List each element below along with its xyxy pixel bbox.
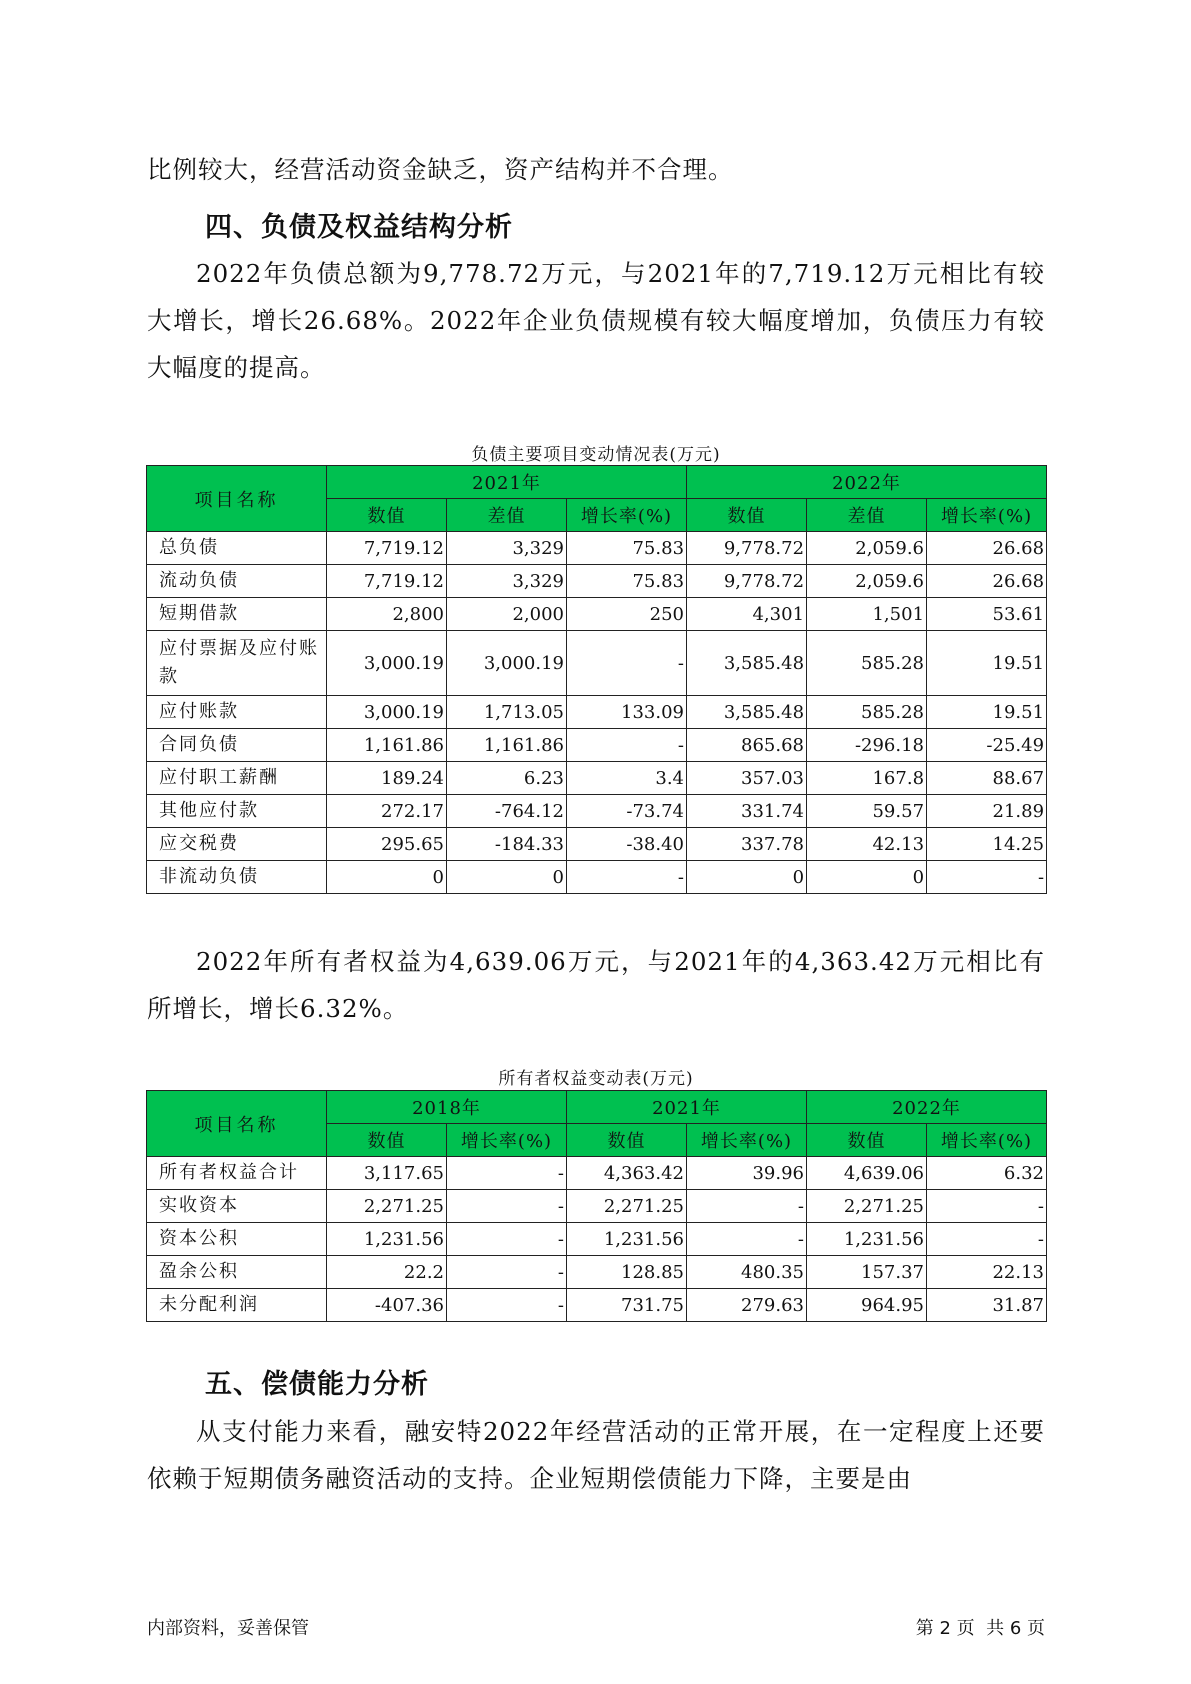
table-cell: 865.68 [687, 729, 807, 762]
table-cell: 1,161.86 [327, 729, 447, 762]
table-cell: 167.8 [807, 762, 927, 795]
table-cell: -25.49 [927, 729, 1047, 762]
table-cell: -73.74 [567, 795, 687, 828]
row-label: 应付票据及应付账款 [147, 631, 327, 696]
table-cell: 26.68 [927, 565, 1047, 598]
table-cell: 42.13 [807, 828, 927, 861]
row-label: 所有者权益合计 [147, 1157, 327, 1190]
table-cell: 6.23 [447, 762, 567, 795]
equity-table [146, 1090, 1047, 1322]
table-cell: 1,231.56 [567, 1223, 687, 1256]
table-row [147, 861, 1047, 894]
table-cell: 3,329 [447, 565, 567, 598]
table-cell: 19.51 [927, 631, 1047, 696]
value-header: 数值 [807, 1124, 927, 1157]
table-cell: 480.35 [687, 1256, 807, 1289]
table-cell: 0 [807, 861, 927, 894]
table-row [147, 1157, 1047, 1190]
table-cell: 1,231.56 [807, 1223, 927, 1256]
table-cell: 731.75 [567, 1289, 687, 1322]
table-cell: - [567, 631, 687, 696]
table-row [147, 1256, 1047, 1289]
table-cell: 357.03 [687, 762, 807, 795]
table-cell: 128.85 [567, 1256, 687, 1289]
table-cell: 22.2 [327, 1256, 447, 1289]
year-header: 2022年 [687, 466, 1047, 499]
table-row [147, 795, 1047, 828]
growth-header: 增长率(%) [447, 1124, 567, 1157]
table-cell: 1,231.56 [327, 1223, 447, 1256]
name-header: 项目名称 [147, 1091, 327, 1157]
table-cell: 4,639.06 [807, 1157, 927, 1190]
table-row [147, 565, 1047, 598]
table-cell: 157.37 [807, 1256, 927, 1289]
name-header: 项目名称 [147, 466, 327, 532]
table-cell: 3,585.48 [687, 696, 807, 729]
table-row [147, 696, 1047, 729]
table-cell: 3,000.19 [327, 696, 447, 729]
table-cell: -407.36 [327, 1289, 447, 1322]
table1-caption: 负债主要项目变动情况表(万元) [471, 445, 721, 465]
table-cell: 1,161.86 [447, 729, 567, 762]
table-cell: 1,501 [807, 598, 927, 631]
table-cell: -296.18 [807, 729, 927, 762]
table-row [147, 762, 1047, 795]
table-cell: 585.28 [807, 696, 927, 729]
section5-heading: 五、偿债能力分析 [205, 1369, 429, 1400]
table-cell: 2,059.6 [807, 532, 927, 565]
table-cell: 295.65 [327, 828, 447, 861]
table-cell: 22.13 [927, 1256, 1047, 1289]
table-cell: 4,363.42 [567, 1157, 687, 1190]
table-cell: 2,059.6 [807, 565, 927, 598]
table-cell: 0 [447, 861, 567, 894]
row-label: 非流动负债 [147, 861, 327, 894]
table-cell: 21.89 [927, 795, 1047, 828]
table-cell: 88.67 [927, 762, 1047, 795]
row-label: 未分配利润 [147, 1289, 327, 1322]
value-header: 数值 [687, 499, 807, 532]
intro-paragraph: 比例较大，经营活动资金缺乏，资产结构并不合理。 [147, 155, 734, 184]
table-row [147, 598, 1047, 631]
growth-header: 增长率(%) [567, 499, 687, 532]
row-label: 资本公积 [147, 1223, 327, 1256]
table-cell: 7,719.12 [327, 532, 447, 565]
table-cell: - [447, 1289, 567, 1322]
row-label: 应交税费 [147, 828, 327, 861]
table-cell: -184.33 [447, 828, 567, 861]
table-cell: - [447, 1256, 567, 1289]
growth-header: 增长率(%) [927, 499, 1047, 532]
table-cell: - [927, 1223, 1047, 1256]
equity-paragraph: 2022年所有者权益为4,639.06万元，与2021年的4,363.42万元相比有所增长，增长6.32%。 [147, 947, 1045, 1023]
value-header: 数值 [567, 1124, 687, 1157]
table-cell: 39.96 [687, 1157, 807, 1190]
table-row [147, 828, 1047, 861]
row-label: 应付职工薪酬 [147, 762, 327, 795]
table-cell: - [687, 1190, 807, 1223]
table-cell: -764.12 [447, 795, 567, 828]
table-cell: 3,000.19 [447, 631, 567, 696]
table-cell: 331.74 [687, 795, 807, 828]
row-label: 短期借款 [147, 598, 327, 631]
table-cell: 585.28 [807, 631, 927, 696]
table-cell: 6.32 [927, 1157, 1047, 1190]
row-label: 盈余公积 [147, 1256, 327, 1289]
liability-paragraph: 2022年负债总额为9,778.72万元，与2021年的7,719.12万元相比有较大增长，增长26.68%。2022年企业负债规模有较大幅度增加，负债压力有较大幅度的提高。 [147, 259, 1045, 382]
year-header: 2018年 [327, 1091, 567, 1124]
table-cell: 3,117.65 [327, 1157, 447, 1190]
table-cell: 4,301 [687, 598, 807, 631]
table-cell: 3.4 [567, 762, 687, 795]
table-cell: - [927, 1190, 1047, 1223]
row-label: 流动负债 [147, 565, 327, 598]
table-row [147, 532, 1047, 565]
diff-header: 差值 [447, 499, 567, 532]
table-cell: - [687, 1223, 807, 1256]
row-label: 应付账款 [147, 696, 327, 729]
liability-table [146, 465, 1047, 894]
table-cell: 2,271.25 [567, 1190, 687, 1223]
growth-header: 增长率(%) [927, 1124, 1047, 1157]
table-cell: 19.51 [927, 696, 1047, 729]
table-cell: - [447, 1223, 567, 1256]
table-row [147, 1289, 1047, 1322]
year-header: 2021年 [567, 1091, 807, 1124]
table-cell: 9,778.72 [687, 565, 807, 598]
table-cell: - [927, 861, 1047, 894]
row-label: 其他应付款 [147, 795, 327, 828]
table-cell: 59.57 [807, 795, 927, 828]
table-cell: 272.17 [327, 795, 447, 828]
table-cell: 9,778.72 [687, 532, 807, 565]
year-header: 2022年 [807, 1091, 1047, 1124]
table-cell: 279.63 [687, 1289, 807, 1322]
solvency-paragraph: 从支付能力来看，融安特2022年经营活动的正常开展，在一定程度上还要依赖于短期债务融资活动的支持。企业短期偿债能力下降，主要是由 [147, 1417, 1045, 1493]
table-cell: 0 [687, 861, 807, 894]
section4-heading: 四、负债及权益结构分析 [205, 212, 513, 243]
table-cell: 7,719.12 [327, 565, 447, 598]
table-cell: 75.83 [567, 565, 687, 598]
table-cell: 1,713.05 [447, 696, 567, 729]
table-cell: 3,585.48 [687, 631, 807, 696]
table-cell: 2,800 [327, 598, 447, 631]
table-cell: 337.78 [687, 828, 807, 861]
row-label: 合同负债 [147, 729, 327, 762]
table-cell: 0 [327, 861, 447, 894]
table-cell: 2,271.25 [807, 1190, 927, 1223]
footer-page-number: 第 2 页 共 6 页 [915, 1618, 1045, 1639]
table-row [147, 1223, 1047, 1256]
table-cell: 133.09 [567, 696, 687, 729]
row-label: 总负债 [147, 532, 327, 565]
table-cell: 250 [567, 598, 687, 631]
year-header: 2021年 [327, 466, 687, 499]
table-cell: 26.68 [927, 532, 1047, 565]
row-label: 实收资本 [147, 1190, 327, 1223]
table-cell: 53.61 [927, 598, 1047, 631]
table-cell: - [567, 729, 687, 762]
table-cell: 3,000.19 [327, 631, 447, 696]
table-row [147, 1190, 1047, 1223]
table-cell: 2,000 [447, 598, 567, 631]
table-cell: - [447, 1157, 567, 1190]
table2-caption: 所有者权益变动表(万元) [498, 1069, 694, 1089]
value-header: 数值 [327, 499, 447, 532]
table-cell: 964.95 [807, 1289, 927, 1322]
diff-header: 差值 [807, 499, 927, 532]
table-cell: 189.24 [327, 762, 447, 795]
table-cell: 75.83 [567, 532, 687, 565]
value-header: 数值 [327, 1124, 447, 1157]
table-row [147, 631, 1047, 696]
table-cell: - [567, 861, 687, 894]
table-cell: 2,271.25 [327, 1190, 447, 1223]
growth-header: 增长率(%) [687, 1124, 807, 1157]
footer-confidential: 内部资料，妥善保管 [147, 1618, 309, 1639]
table-cell: 3,329 [447, 532, 567, 565]
table-row [147, 729, 1047, 762]
table-cell: 14.25 [927, 828, 1047, 861]
table-cell: - [447, 1190, 567, 1223]
table-cell: 31.87 [927, 1289, 1047, 1322]
table-cell: -38.40 [567, 828, 687, 861]
